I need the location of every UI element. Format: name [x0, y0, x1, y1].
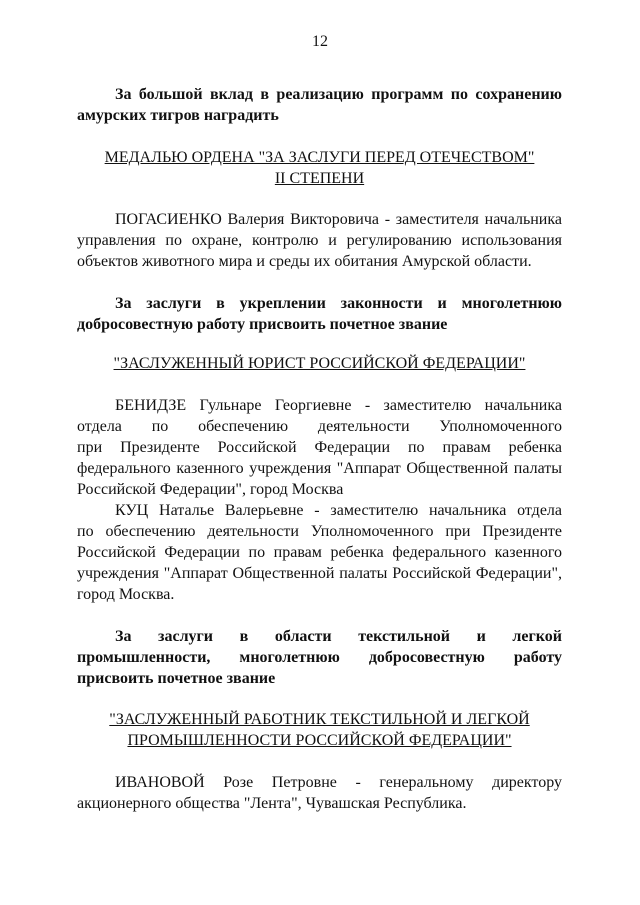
- section2-person1-line-4: федерального казенного учреждения "Аппарат Общественной палаты: [77, 460, 562, 477]
- section2-person1-line-1: БЕНИДЗЕ Гульнаре Георгиевне - заместителю начальника: [115, 397, 562, 414]
- page-number: 12: [312, 33, 328, 50]
- section1-award-title: [77, 147, 562, 189]
- section3-award-line-2: ПРОМЫШЛЕННОСТИ РОССИЙСКОЙ ФЕДЕРАЦИИ": [127, 732, 512, 749]
- section3-award-title: [77, 709, 562, 751]
- section1-intro-line-2: амурских тигров наградить: [77, 107, 279, 124]
- section1-award-line-2: II СТЕПЕНИ: [274, 170, 365, 187]
- section2-person1: [77, 395, 562, 500]
- section2-person2-line-3: Российской Федерации по правам ребенка федерального казенного: [77, 544, 562, 561]
- section2-award-line-1: "ЗАСЛУЖЕННЫЙ ЮРИСТ РОССИЙСКОЙ ФЕДЕРАЦИИ": [113, 355, 526, 372]
- section1-person-line-3: объектов животного мира и среды их обитания Амурской области.: [77, 253, 532, 270]
- section2-person2: [77, 500, 562, 605]
- section1-intro: [77, 84, 562, 126]
- section3-person-line-1: ИВАНОВОЙ Розе Петровне - генеральному директору: [115, 774, 562, 791]
- section2-person2-line-4: учреждения "Аппарат Общественной палаты Российской Федерации",: [77, 565, 562, 582]
- section1-person-line-2: управления по охране, контролю и регулированию использования: [77, 232, 562, 249]
- section1-person: [77, 209, 562, 272]
- section2-intro: [77, 293, 562, 335]
- section2-person2-line-5: город Москва.: [77, 586, 175, 603]
- section1-intro-line-1: За большой вклад в реализацию программ по сохранению: [115, 86, 562, 103]
- section2-award-title: [77, 353, 562, 374]
- section2-intro-line-2: добросовестную работу присвоить почетное звание: [77, 316, 448, 333]
- section1-person-line-1: ПОГАСИЕНКО Валерия Викторовича - заместителя начальника: [115, 211, 562, 228]
- section1-award-line-1: МЕДАЛЬЮ ОРДЕНА "ЗА ЗАСЛУГИ ПЕРЕД ОТЕЧЕСТВОМ": [104, 149, 535, 166]
- section3-intro-line-1: За заслуги в области текстильной и легкой: [115, 628, 562, 645]
- section3-person: [77, 772, 562, 814]
- section3-person-line-2: акционерного общества "Лента", Чувашская Республика.: [77, 795, 467, 812]
- section3-intro-line-2: промышленности, многолетнюю добросовестную работу: [77, 649, 562, 666]
- section3-intro-line-3: присвоить почетное звание: [77, 670, 276, 687]
- section3-intro: [77, 626, 562, 689]
- section2-person1-line-5: Российской Федерации", город Москва: [77, 481, 344, 498]
- section2-person2-line-2: по обеспечению деятельности Уполномоченного при Президенте: [77, 523, 562, 540]
- section2-intro-line-1: За заслуги в укреплении законности и многолетнюю: [115, 295, 562, 312]
- section2-person1-line-3: при Президенте Российской Федерации по правам ребенка: [77, 439, 562, 456]
- section2-person2-line-1: КУЦ Наталье Валерьевне - заместителю начальника отдела: [115, 502, 562, 519]
- section2-person1-line-2: отдела по обеспечению деятельности Уполномоченного: [77, 418, 562, 435]
- section3-award-line-1: "ЗАСЛУЖЕННЫЙ РАБОТНИК ТЕКСТИЛЬНОЙ И ЛЕГКОЙ: [109, 711, 530, 728]
